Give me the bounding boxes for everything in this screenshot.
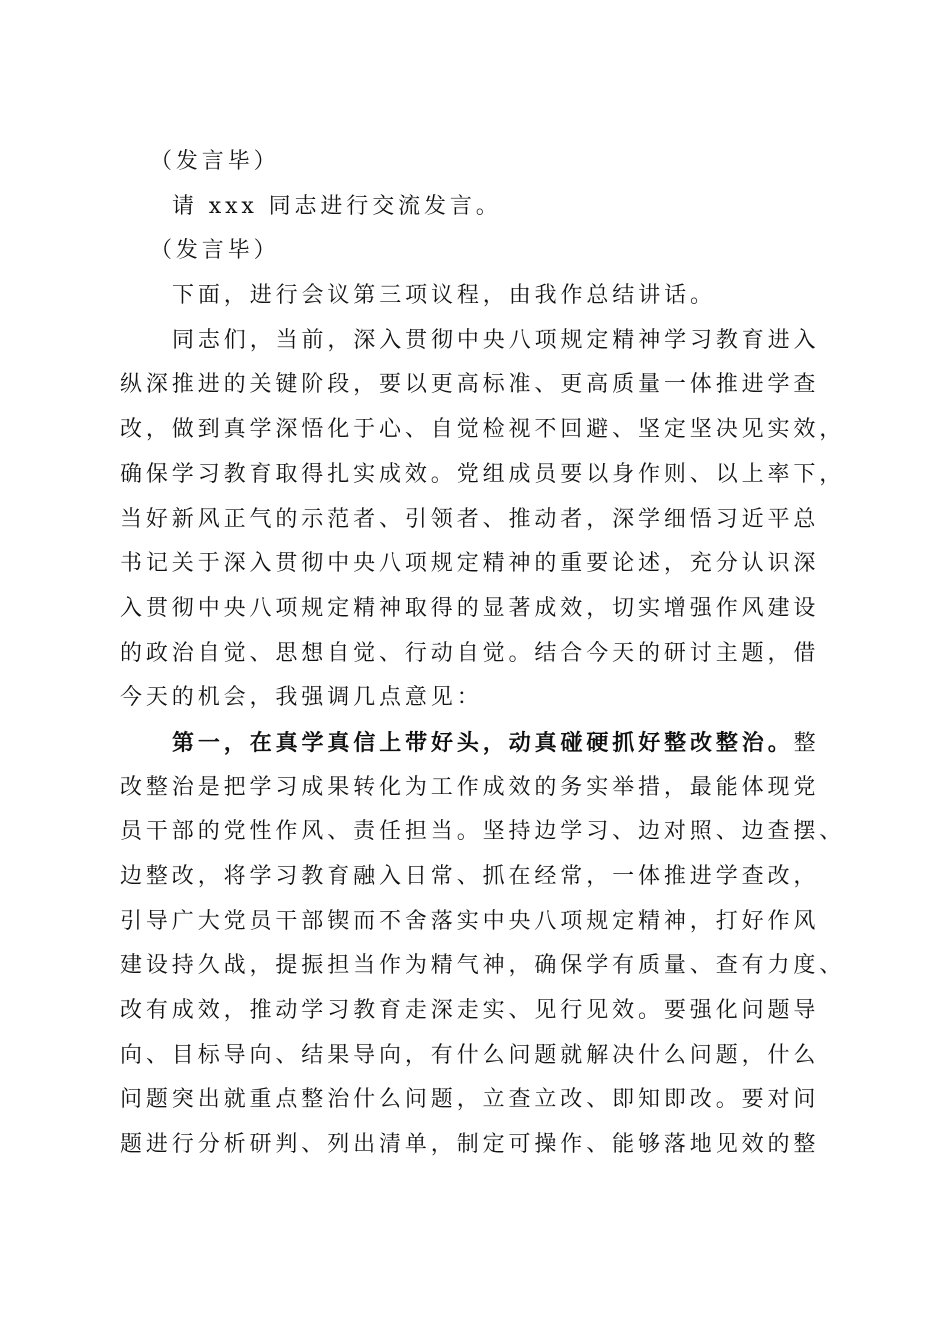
paragraph-line: 确保学习教育取得扎实成效。党组成员要以身作则、以上率下，: [120, 461, 846, 487]
paragraph-line: 改有成效，推动学习教育走深走实、见行见效。要强化问题导: [120, 998, 820, 1024]
paragraph-line: 引导广大党员干部锲而不舍落实中央八项规定精神，打好作风: [120, 908, 820, 934]
speech-end-note: （发言毕）: [150, 238, 280, 264]
speech-end-note: （发言毕）: [150, 149, 280, 174]
paragraph-line: 当好新风正气的示范者、引领者、推动者，深学细悟习近平总: [120, 506, 820, 532]
paragraph-line: 员干部的党性作风、责任担当。坚持边学习、边对照、边查摆、: [120, 819, 846, 845]
paragraph-intro: [120, 319, 846, 721]
paragraph-line: 向、目标导向、结果导向，有什么问题就解决什么问题，什么: [120, 1042, 820, 1068]
paragraph-point-one: [120, 721, 846, 1168]
paragraph-line: 书记关于深入贯彻中央八项规定精神的重要论述，充分认识深: [120, 551, 820, 577]
point-one-heading: 第一，在真学真信上带好头，动真碰硬抓好整改整治。: [172, 729, 794, 756]
paragraph-line: [120, 721, 830, 766]
paragraph-line: 今天的机会，我强调几点意见：: [120, 685, 483, 711]
paragraph-line: 题进行分析研判、列出清单，制定可操作、能够落地见效的整: [120, 1132, 820, 1158]
document-page: [120, 140, 846, 1168]
invite-speaker-line: 请 xxx 同志进行交流发言。: [172, 193, 502, 219]
paragraph-line: 纵深推进的关键阶段，要以更高标准、更高质量一体推进学查: [120, 372, 820, 398]
paragraph-line: 改，做到真学深悟化于心、自觉检视不回避、坚定坚决见实效，: [120, 417, 846, 443]
paragraph-line: 改整治是把学习成果转化为工作成效的务实举措，最能体现党: [120, 774, 820, 800]
paragraph-line: 的政治自觉、思想自觉、行动自觉。结合今天的研讨主题，借: [120, 640, 820, 666]
paragraph-line: 建设持久战，提振担当作为精气神，确保学有质量、查有力度、: [120, 953, 846, 979]
paragraph-text: 整: [793, 730, 820, 756]
paragraph-line: 边整改，将学习教育融入日常、抓在经常，一体推进学查改，: [120, 864, 820, 889]
agenda-line: 下面，进行会议第三项议程，由我作总结讲话。: [172, 283, 716, 309]
paragraph-line: 问题突出就重点整治什么问题，立查立改、即知即改。要对问: [120, 1087, 820, 1113]
paragraph-line: 入贯彻中央八项规定精神取得的显著成效，切实增强作风建设: [120, 595, 820, 621]
paragraph-line: 同志们，当前，深入贯彻中央八项规定精神学习教育进入: [172, 327, 820, 353]
